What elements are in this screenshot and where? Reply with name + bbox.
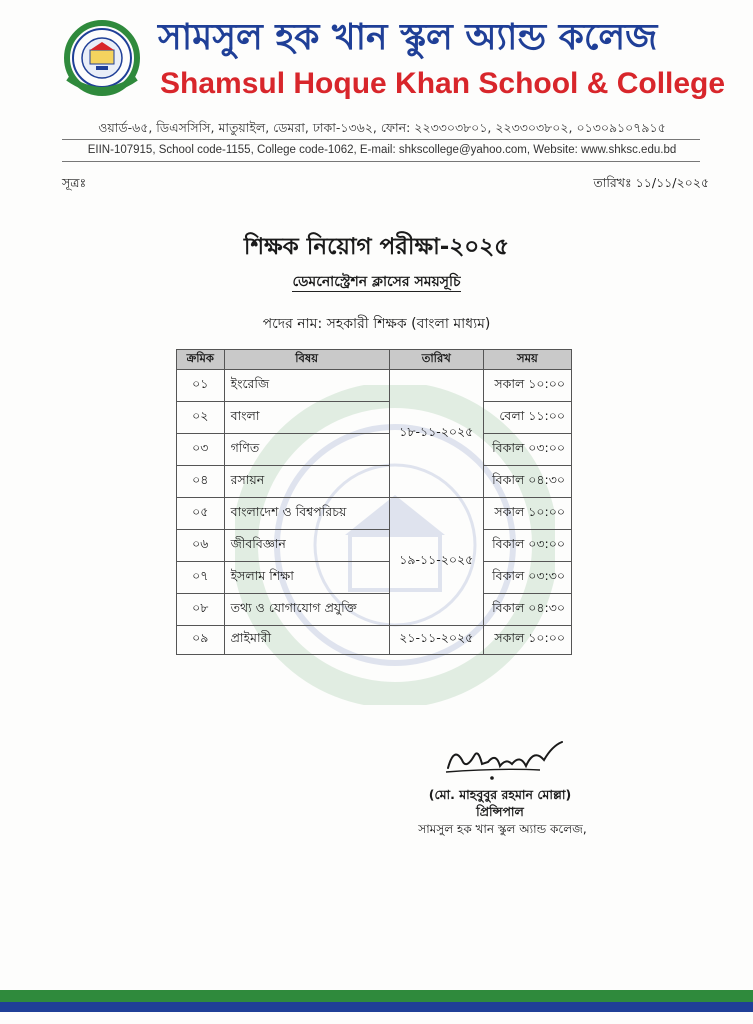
row-serial: ০১	[177, 370, 225, 402]
notice-subtitle	[0, 272, 753, 292]
row-subject: বাংলা	[224, 402, 389, 434]
table-row	[177, 530, 572, 562]
signatory-organization: সামসুল হক খান স্কুল অ্যান্ড কলেজ,	[418, 822, 587, 836]
school-address: ওয়ার্ড-৬৫, ডিএসসিসি, মাতুয়াইল, ডেমরা, ঢাকা-১৩৬২, ফোন: ২২৩৩০৩৮০১, ২২৩৩০৩৮০২, ০১৩০৯১০৭৯১৫	[98, 120, 666, 135]
footer-band-blue	[0, 1002, 753, 1012]
notice-title: শিক্ষক নিয়োগ পরীক্ষা-২০২৫	[243, 234, 510, 260]
row-time: বিকাল ০৪:৩০	[483, 594, 571, 626]
school-name-english: Shamsul Hoque Khan School & College	[160, 67, 726, 100]
row-time: বিকাল ০৩:০০	[483, 530, 571, 562]
row-date: ১৯-১১-২০২৫	[389, 498, 483, 626]
row-serial: ০৪	[177, 466, 225, 498]
row-subject: ইংরেজি	[224, 370, 389, 402]
row-subject: ইসলাম শিক্ষা	[224, 562, 389, 594]
row-subject: জীববিজ্ঞান	[224, 530, 389, 562]
row-subject: রসায়ন	[224, 466, 389, 498]
table-row	[177, 434, 572, 466]
row-time: সকাল ১০:০০	[483, 498, 571, 530]
row-time: সকাল ১০:০০	[483, 626, 571, 655]
header-subject: বিষয়	[224, 350, 389, 370]
row-serial: ০৭	[177, 562, 225, 594]
header-serial: ক্রমিক	[177, 350, 225, 370]
table-row	[177, 626, 572, 655]
header-date: তারিখ	[389, 350, 483, 370]
footer-band-green	[0, 990, 753, 1002]
signatory-name: (মো. মাহবুবুর রহমান মোল্লা)	[428, 787, 572, 802]
row-subject: গণিত	[224, 434, 389, 466]
header-time: সময়	[483, 350, 571, 370]
signatory-title: প্রিন্সিপাল	[476, 804, 524, 819]
school-name-bangla: সামসুল হক খান স্কুল অ্যান্ড কলেজ	[158, 17, 658, 58]
header-divider	[62, 139, 700, 140]
table-header-row	[177, 350, 572, 370]
table-row	[177, 562, 572, 594]
row-date: ১৮-১১-২০২৫	[389, 370, 483, 498]
row-time: বিকাল ০৪:৩০	[483, 466, 571, 498]
row-time: সকাল ১০:০০	[483, 370, 571, 402]
row-subject: বাংলাদেশ ও বিশ্বপরিচয়	[224, 498, 389, 530]
school-contact-info: EIIN-107915, School code-1155, College code-1062, E-mail: shkscollege@yahoo.com, Website: www.shksc.edu.bd	[87, 144, 677, 156]
row-subject: প্রাইমারী	[224, 626, 389, 655]
row-serial: ০৮	[177, 594, 225, 626]
row-serial: ০৯	[177, 626, 225, 655]
row-time: বিকাল ০৩:৩০	[483, 562, 571, 594]
schedule-table	[176, 349, 572, 626]
post-name: পদের নাম: সহকারী শিক্ষক (বাংলা মাধ্যম)	[262, 316, 491, 332]
row-date: ২১-১১-২০২৫	[389, 626, 483, 655]
table-row	[177, 498, 572, 530]
row-serial: ০৩	[177, 434, 225, 466]
table-row	[177, 466, 572, 498]
notice-subtitle-text: ডেমনোস্ট্রেশন ক্লাসের সময়সূচি	[292, 274, 461, 290]
row-time: বেলা ১১:০০	[483, 402, 571, 434]
table-row	[177, 370, 572, 402]
principal-signature	[440, 738, 570, 782]
row-serial: ০৫	[177, 498, 225, 530]
row-time: বিকাল ০৩:০০	[483, 434, 571, 466]
reference-label: সূত্রঃ	[62, 175, 87, 190]
school-logo-seal	[62, 20, 142, 100]
row-serial: ০৬	[177, 530, 225, 562]
header-divider	[62, 161, 700, 162]
row-subject: তথ্য ও যোগাযোগ প্রযুক্তি	[224, 594, 389, 626]
issue-date: তারিখঃ ১১/১১/২০২৫	[593, 175, 709, 190]
table-row	[177, 402, 572, 434]
row-serial: ০২	[177, 402, 225, 434]
schedule-table-primary	[176, 625, 572, 655]
table-row	[177, 594, 572, 626]
